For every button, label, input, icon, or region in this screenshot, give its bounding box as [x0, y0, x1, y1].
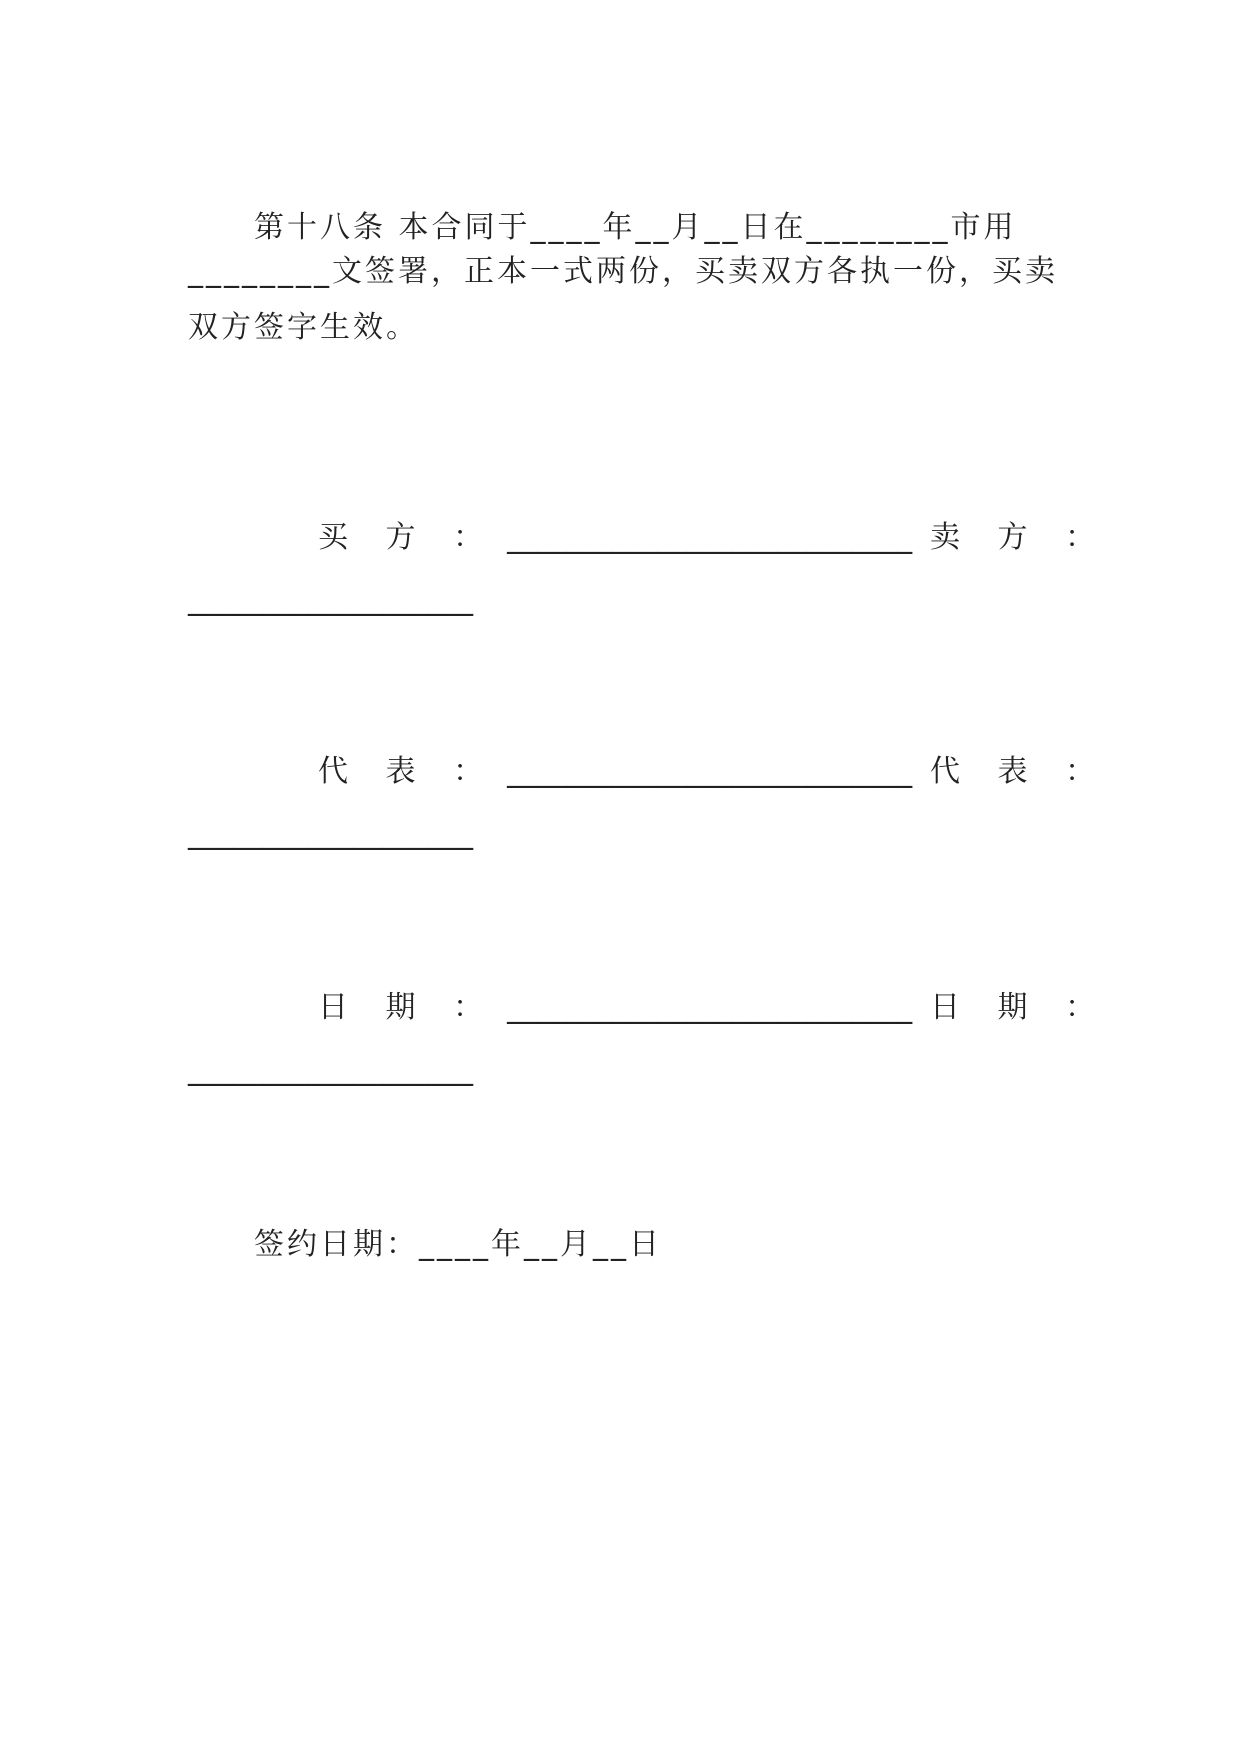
buyer-blank: ___________________________ [507, 520, 913, 555]
buyer-rep-signature-row [318, 752, 912, 792]
buyer-rep-blank: ___________________________ [507, 754, 913, 789]
article-18-line-1: 第十八条 本合同于____年__月__日在________市用 [188, 210, 1017, 245]
signing-date-line: 签约日期：____年__月__日 [188, 1227, 662, 1262]
seller-rep-blank: ___________________ [188, 816, 473, 851]
seller-date-blank: ___________________ [188, 1052, 473, 1087]
buyer-rep-label: 代 表 ： [318, 754, 498, 789]
article-18-line-3: 双方签字生效。 [188, 310, 419, 345]
article-18-line-2: ________文签署，正本一式两份，买卖双方各执一份，买卖 [188, 254, 1058, 289]
seller-label: 卖 方 ： [930, 520, 1110, 555]
buyer-date-blank: ___________________________ [507, 990, 913, 1025]
buyer-label: 买 方 ： [318, 520, 498, 555]
seller-rep-label: 代 表 ： [930, 754, 1110, 789]
buyer-signature-row [318, 518, 912, 558]
buyer-date-label: 日 期 ： [318, 990, 498, 1025]
seller-blank: ___________________ [188, 582, 473, 617]
buyer-date-signature-row [318, 988, 912, 1028]
seller-date-label: 日 期 ： [930, 990, 1110, 1025]
